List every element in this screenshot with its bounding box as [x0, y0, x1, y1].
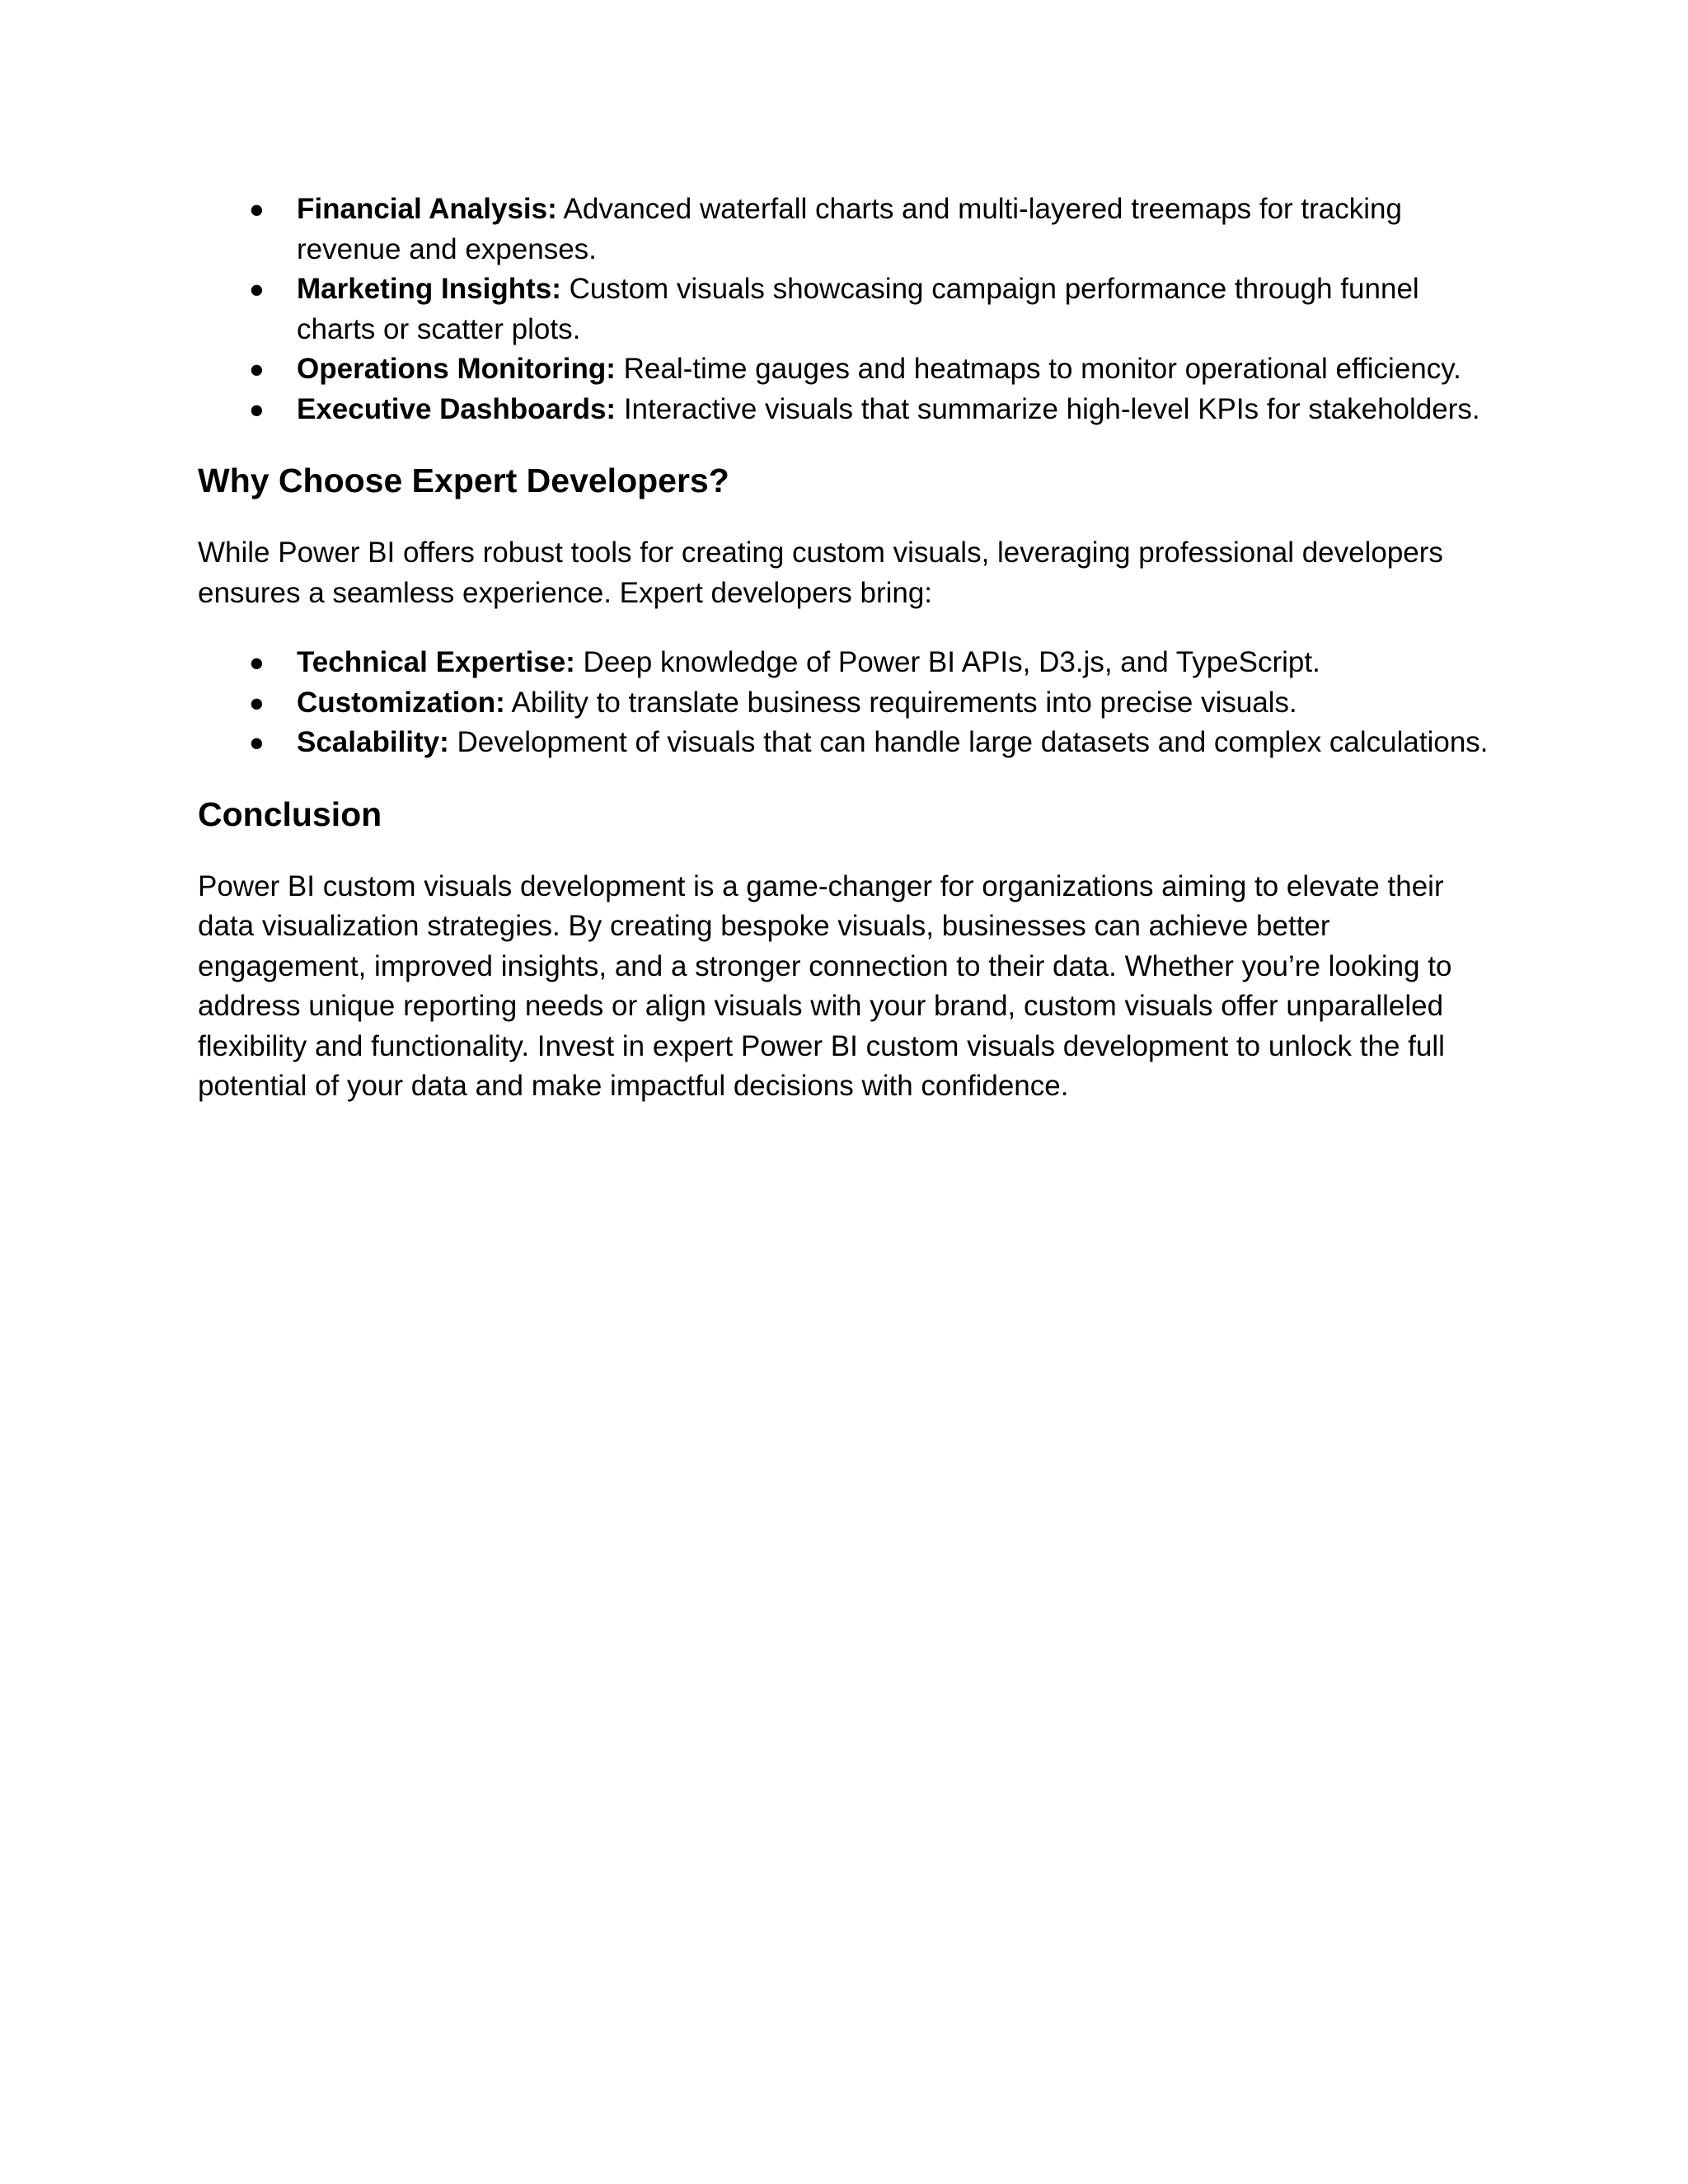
list-item-lead: Scalability:: [297, 726, 449, 758]
document-body: [198, 190, 1500, 1107]
list-item-text: Deep knowledge of Power BI APIs, D3.js, and TypeScript.: [574, 646, 1320, 678]
list-item-financial-analysis: [198, 190, 1500, 269]
list-item-lead: Technical Expertise:: [297, 646, 575, 678]
list-item-lead: Executive Dashboards:: [297, 392, 617, 425]
bullet-icon: ●: [249, 648, 265, 677]
list-item-text: Real-time gauges and heatmaps to monitor operational efficiency.: [615, 353, 1461, 385]
list-item-text: Interactive visuals that summarize high-level KPIs for stakeholders.: [616, 392, 1480, 425]
list-item-lead: Marketing Insights:: [297, 273, 561, 305]
bullet-icon: ●: [249, 394, 265, 424]
section-heading-conclusion: Conclusion: [198, 794, 382, 833]
expert-benefits-list: [198, 643, 1500, 763]
bullet-icon: ●: [249, 687, 265, 717]
bullet-icon: ●: [249, 354, 265, 383]
list-item-lead: Financial Analysis:: [297, 193, 557, 225]
list-item-technical-expertise: [198, 643, 1500, 683]
list-item-lead: Customization:: [297, 686, 505, 719]
bullet-icon: ●: [249, 274, 265, 303]
list-item-marketing-insights: [198, 269, 1500, 349]
list-item-executive-dashboards: [198, 390, 1500, 430]
list-item-text: Advanced waterfall charts and multi-layered treemaps for tracking revenue and expenses.: [297, 193, 1402, 265]
list-item-lead: Operations Monitoring:: [297, 353, 616, 385]
section-heading-why-choose: Why Choose Expert Developers?: [198, 462, 729, 499]
list-item-operations-monitoring: [198, 349, 1500, 390]
bullet-icon: ●: [249, 194, 265, 223]
why-choose-paragraph: While Power BI offers robust tools for creating custom visuals, leveraging professional developers ensures a seamless experience. Expert developers bring:: [198, 537, 1443, 609]
list-item-text: Custom visuals showcasing campaign performance through funnel charts or scatter plots.: [297, 273, 1419, 345]
conclusion-paragraph: Power BI custom visuals development is a game-changer for organizations aiming to elevate their data visualization strategies. By creating bespoke visuals, businesses can achieve better engagement, improved insights, and a stronger connection to their data. Whether you’re looking to address unique reporting needs or align visuals with your brand, custom visuals offer unparalleled flexibility and functionality. Invest in expert Power BI custom visuals development to unlock the full potential of your data and make impactful decisions with confidence.: [198, 869, 1452, 1102]
list-item-text: Ability to translate business requirements into precise visuals.: [504, 686, 1297, 719]
list-item-customization: [198, 683, 1500, 724]
bullet-icon: ●: [249, 728, 265, 757]
list-item-scalability: [198, 723, 1500, 763]
list-item-text: Development of visuals that can handle large datasets and complex calculations.: [448, 726, 1489, 758]
use-cases-list: [198, 190, 1500, 429]
